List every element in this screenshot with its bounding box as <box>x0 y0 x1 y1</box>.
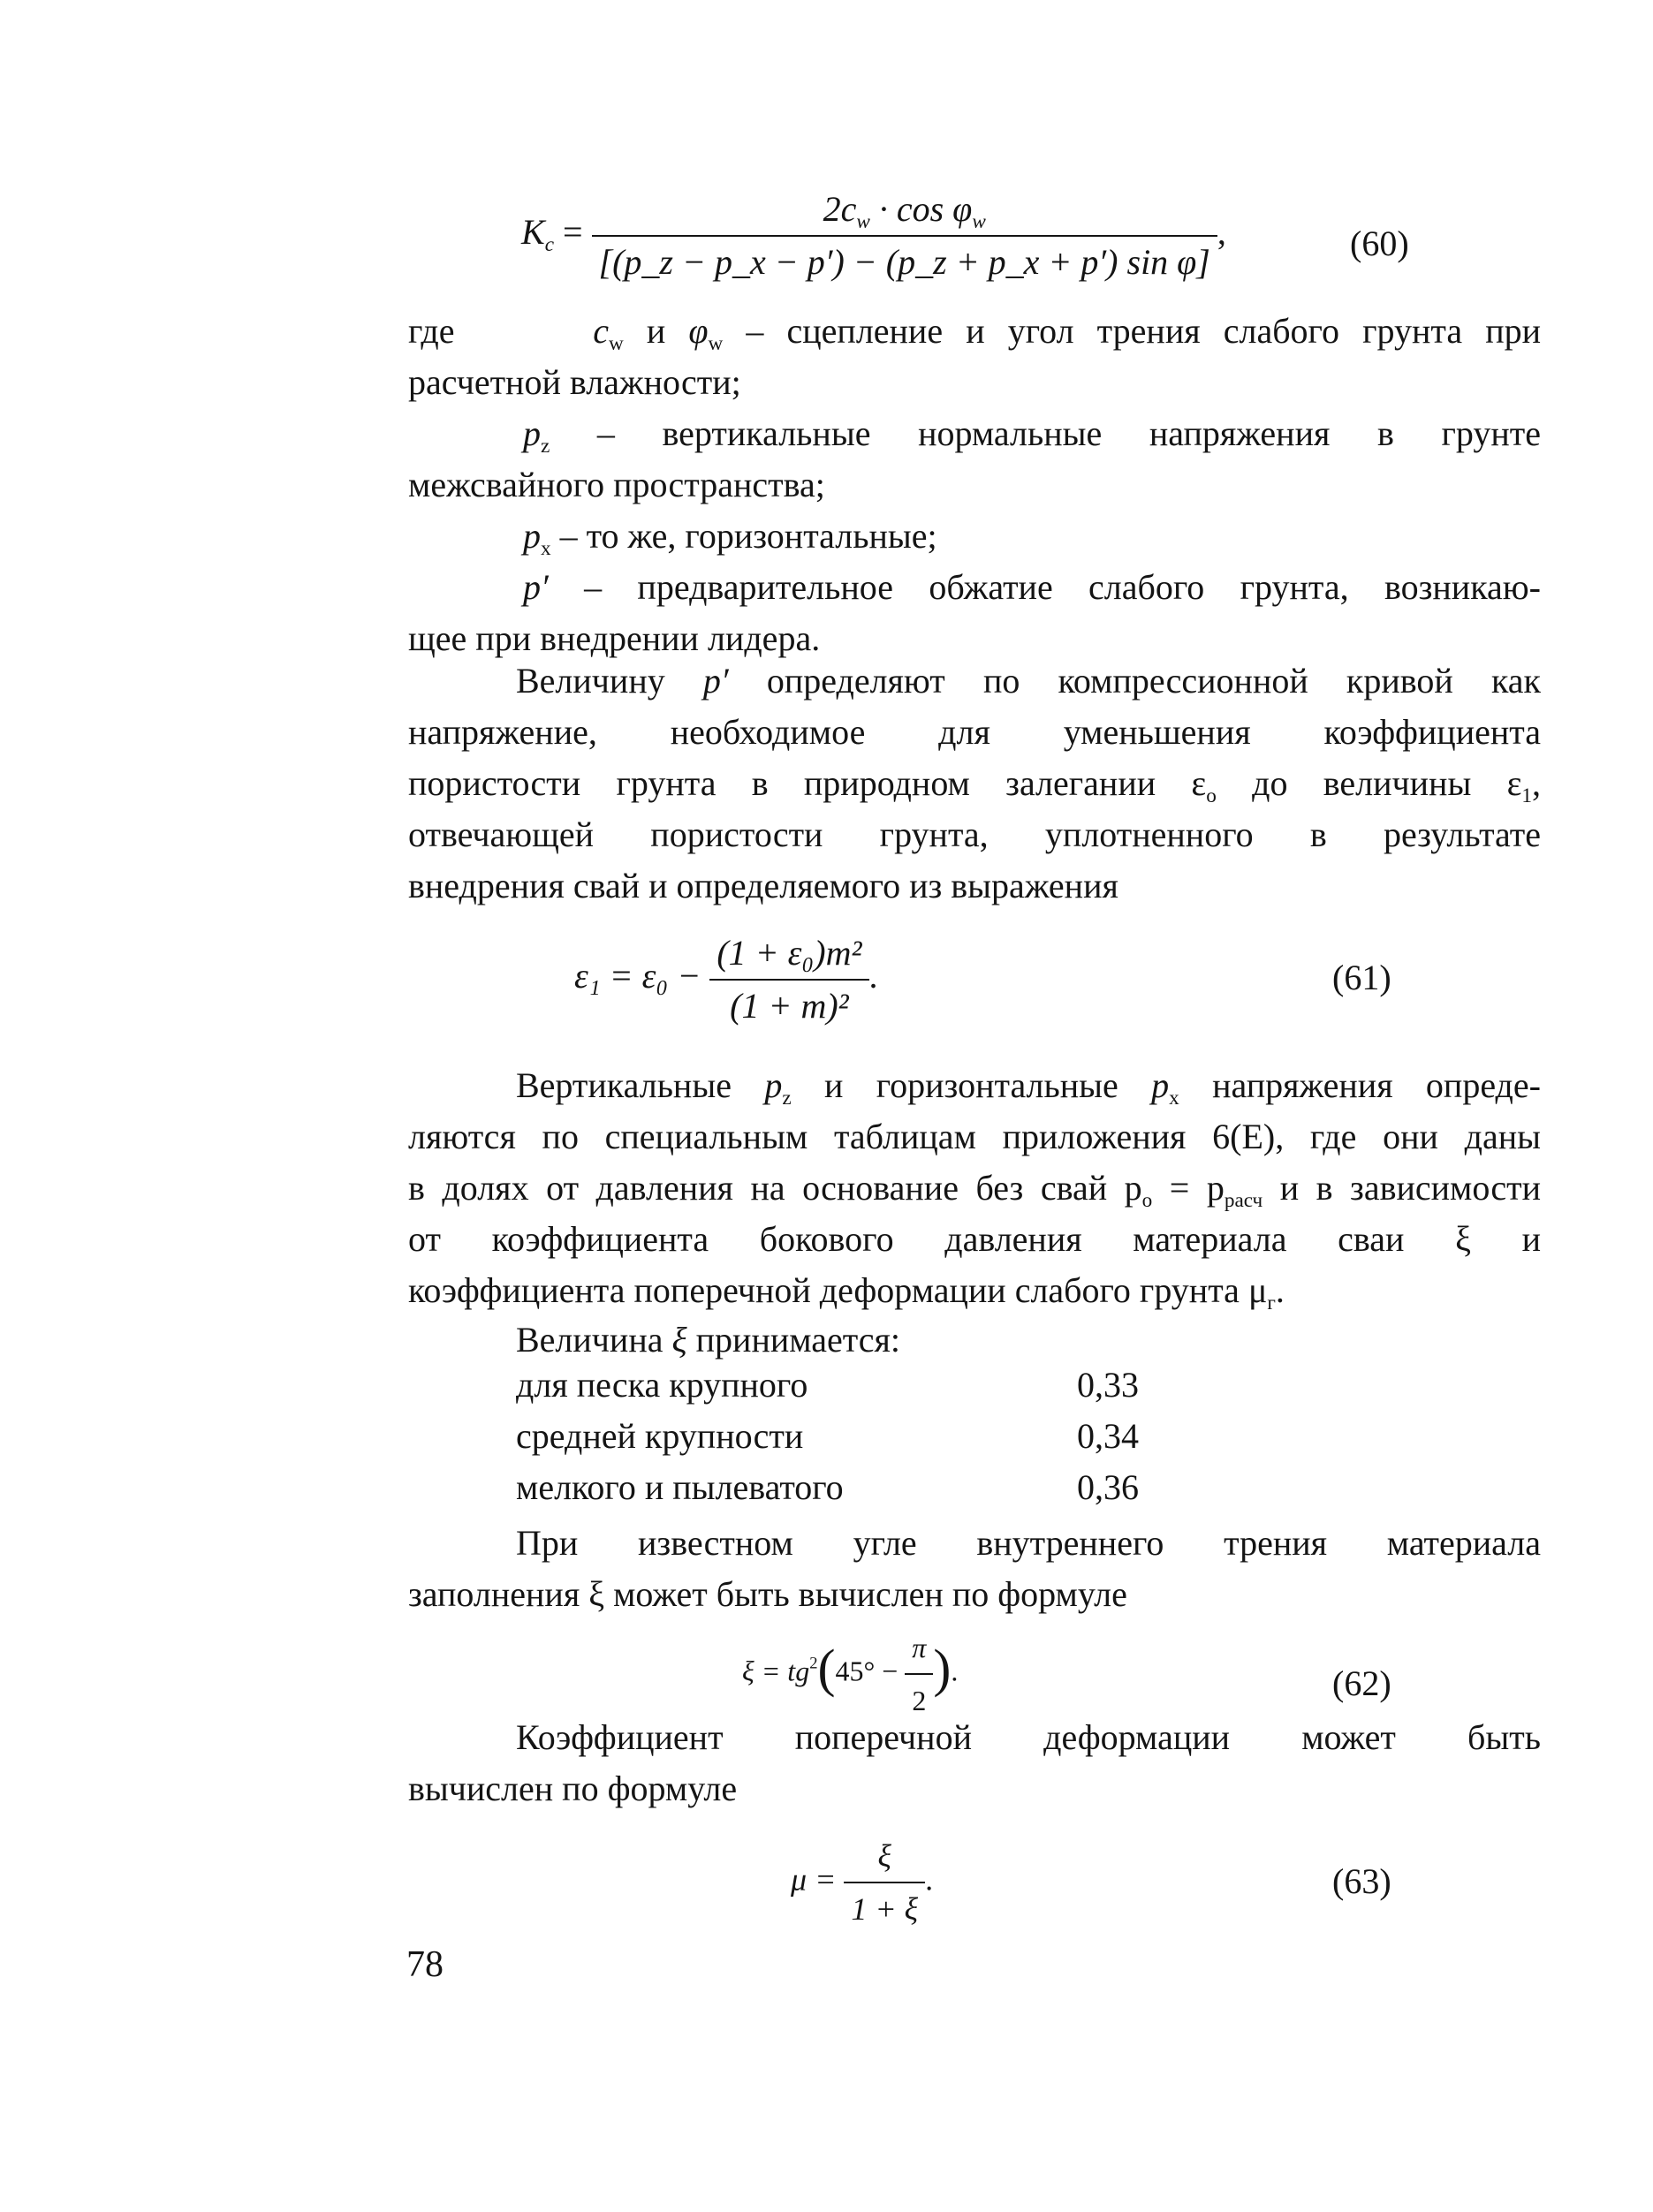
xi-intro-line: Величина ξ принимается: <box>516 1320 901 1360</box>
formula-60-number: (60) <box>1350 223 1409 263</box>
formula-62-fraction: $\frac{\pi}{2}$ <box>905 1622 933 1726</box>
formula-63: μ = $\frac{\xi}{1 + \xi}$ . <box>791 1830 933 1935</box>
formula-60: $K_c$ = $\frac{2c_w \cdot \cos \varphi_w}{\text{[(p\_z − p\_x − p′) − (p\_z + p\_x + p′) sin φ]}}$ , <box>521 184 1226 288</box>
para3-line-1: При известном угле внутреннего трения материала <box>516 1523 1541 1563</box>
xi-table-row <box>516 1466 1139 1508</box>
where-block <box>408 306 1541 664</box>
xi-row-label: для песка крупного <box>516 1365 808 1405</box>
where-line-4-cont: щее при внедрении лидера. <box>408 618 821 658</box>
para2-line-2: ляются по специальным таблицам приложения 6(Е), где они даны <box>408 1117 1541 1156</box>
formula-63-fraction: $\frac{\xi}{1 + \xi}$ <box>844 1830 925 1935</box>
xi-row-value: 0,33 <box>1077 1365 1139 1405</box>
formula-62-number: (62) <box>1332 1663 1391 1703</box>
where-line-4: p′ – предварительное обжатие слабого грунта, возникаю- <box>523 567 1541 607</box>
formula-60-fraction: $\frac{2c_w \cdot \cos \varphi_w}{\text{[(p\_z − p\_x − p′) − (p\_z + p\_x + p′) sin φ]}}$ <box>592 184 1217 288</box>
where-line-3: $p_x$ – то же, горизонтальные; <box>523 516 937 561</box>
xi-row-value: 0,34 <box>1077 1416 1139 1456</box>
paragraph-1 <box>408 655 1541 912</box>
para1-line-3: пористости грунта в природном залегании $\varepsilon_о$ до величины $\varepsilon_1$, <box>408 763 1541 808</box>
formula-61-number: (61) <box>1332 958 1391 997</box>
para4-line-1: Коэффициент поперечной деформации может быть <box>516 1717 1541 1757</box>
xi-intro <box>408 1314 1541 1366</box>
xi-row-value: 0,36 <box>1077 1467 1139 1507</box>
para1-line-2: напряжение, необходимое для уменьшения коэффициента <box>408 712 1541 752</box>
paragraph-2 <box>408 1060 1541 1316</box>
paragraph-4 <box>408 1712 1541 1814</box>
para2-line-1: Вертикальные $p_z$ и горизонтальные $p_x$ напряжения опреде- <box>516 1065 1541 1110</box>
formula-61: ε₁ = ε₀ − $\frac{\text{(1 + ε₀)m²}}{\text{(1 + m)²}}$ . <box>574 928 878 1032</box>
paragraph-3 <box>408 1518 1541 1620</box>
xi-table-row <box>516 1364 1139 1405</box>
where-line-2-cont: межсвайного пространства; <box>408 465 825 504</box>
para1-line-4: отвечающей пористости грунта, уплотненного в результате <box>408 814 1541 854</box>
xi-row-label: средней крупности <box>516 1416 804 1456</box>
para2-line-4: от коэффициента бокового давления материала сваи ξ и <box>408 1219 1541 1259</box>
para3-line-2: заполнения ξ может быть вычислен по формуле <box>408 1574 1127 1614</box>
formula-62: $\xi = tg^2(45^\circ$ − $\frac{\pi}{2}$ ). <box>742 1622 958 1726</box>
formula-63-number: (63) <box>1332 1861 1391 1901</box>
xi-table-row <box>516 1415 1139 1457</box>
where-line-2: $p_z$ – вертикальные нормальные напряжения в грунте <box>523 413 1541 458</box>
xi-row-label: мелкого и пылеватого <box>516 1467 844 1507</box>
para2-line-5: коэффициента поперечной деформации слабого грунта $\mu_г$. <box>408 1270 1285 1315</box>
page-number: 78 <box>406 1944 444 1985</box>
para1-line-1: Величину p′ определяют по компрессионной кривой как <box>516 661 1541 701</box>
para2-line-3: в долях от давления на основание без свай $p_о = p_{расч}$ и в зависимости <box>408 1168 1542 1213</box>
where-line-1-cont: расчетной влажности; <box>408 362 741 402</box>
where-line-1: где $c_w$ и $\varphi_w$ – сцепление и угол трения слабого грунта при <box>408 311 1542 356</box>
para1-line-5: внедрения свай и определяемого из выражения <box>408 866 1118 905</box>
formula-61-fraction: $\frac{\text{(1 + ε₀)m²}}{\text{(1 + m)²}}$ <box>709 928 868 1032</box>
para4-line-2: вычислен по формуле <box>408 1769 738 1808</box>
